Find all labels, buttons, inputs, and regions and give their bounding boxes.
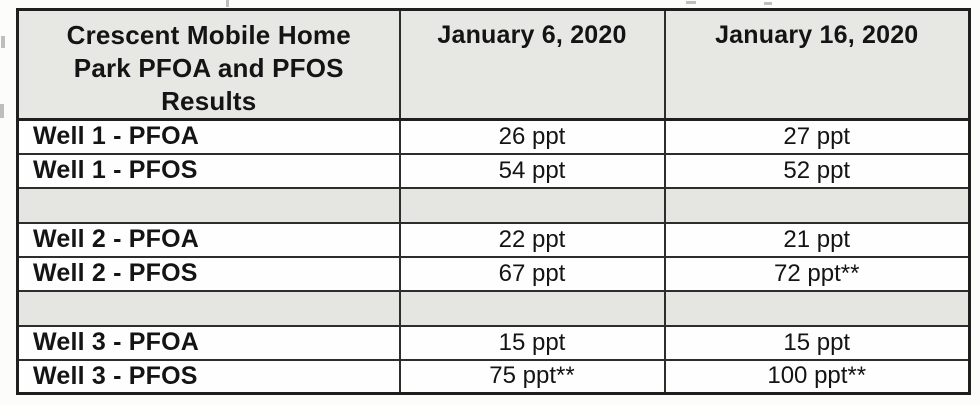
value-cell-jan6: 75 ppt** [400, 360, 665, 394]
value-cell-jan6: 67 ppt [400, 257, 665, 291]
value-cell-jan6: 22 ppt [400, 223, 665, 257]
separator-cell [400, 188, 665, 223]
row-label-cell: Well 3 - PFOS [18, 360, 400, 394]
data-row [18, 120, 970, 154]
value-cell-jan6: 15 ppt [400, 326, 665, 360]
data-row [18, 154, 970, 188]
header-row [18, 10, 970, 120]
value-cell-jan6: 54 ppt [400, 154, 665, 188]
row-label-cell: Well 2 - PFOS [18, 257, 400, 291]
separator-cell [18, 291, 400, 326]
row-label-cell: Well 1 - PFOA [18, 120, 400, 154]
value-cell-jan16: 100 ppt** [665, 360, 970, 394]
scan-artifact [0, 104, 4, 118]
scan-artifact [764, 2, 772, 5]
results-table-body [18, 120, 970, 394]
data-row [18, 360, 970, 394]
row-label-cell: Well 1 - PFOS [18, 154, 400, 188]
data-row [18, 223, 970, 257]
table-title: Crescent Mobile Home Park PFOA and PFOS Results [18, 10, 400, 120]
value-cell-jan16: 72 ppt** [665, 257, 970, 291]
row-label-cell: Well 2 - PFOA [18, 223, 400, 257]
row-label-cell: Well 3 - PFOA [18, 326, 400, 360]
results-table [16, 8, 971, 395]
value-cell-jan16: 15 ppt [665, 326, 970, 360]
scan-artifact [686, 1, 696, 4]
value-cell-jan16: 21 ppt [665, 223, 970, 257]
data-row [18, 326, 970, 360]
column-header-jan16: January 16, 2020 [665, 10, 970, 120]
scan-artifact [226, 0, 229, 7]
separator-cell [665, 188, 970, 223]
data-row [18, 257, 970, 291]
column-header-jan6: January 6, 2020 [400, 10, 665, 120]
value-cell-jan16: 27 ppt [665, 120, 970, 154]
separator-row [18, 188, 970, 223]
value-cell-jan6: 26 ppt [400, 120, 665, 154]
separator-cell [400, 291, 665, 326]
scan-artifact [1, 36, 5, 48]
separator-row [18, 291, 970, 326]
value-cell-jan16: 52 ppt [665, 154, 970, 188]
separator-cell [665, 291, 970, 326]
separator-cell [18, 188, 400, 223]
